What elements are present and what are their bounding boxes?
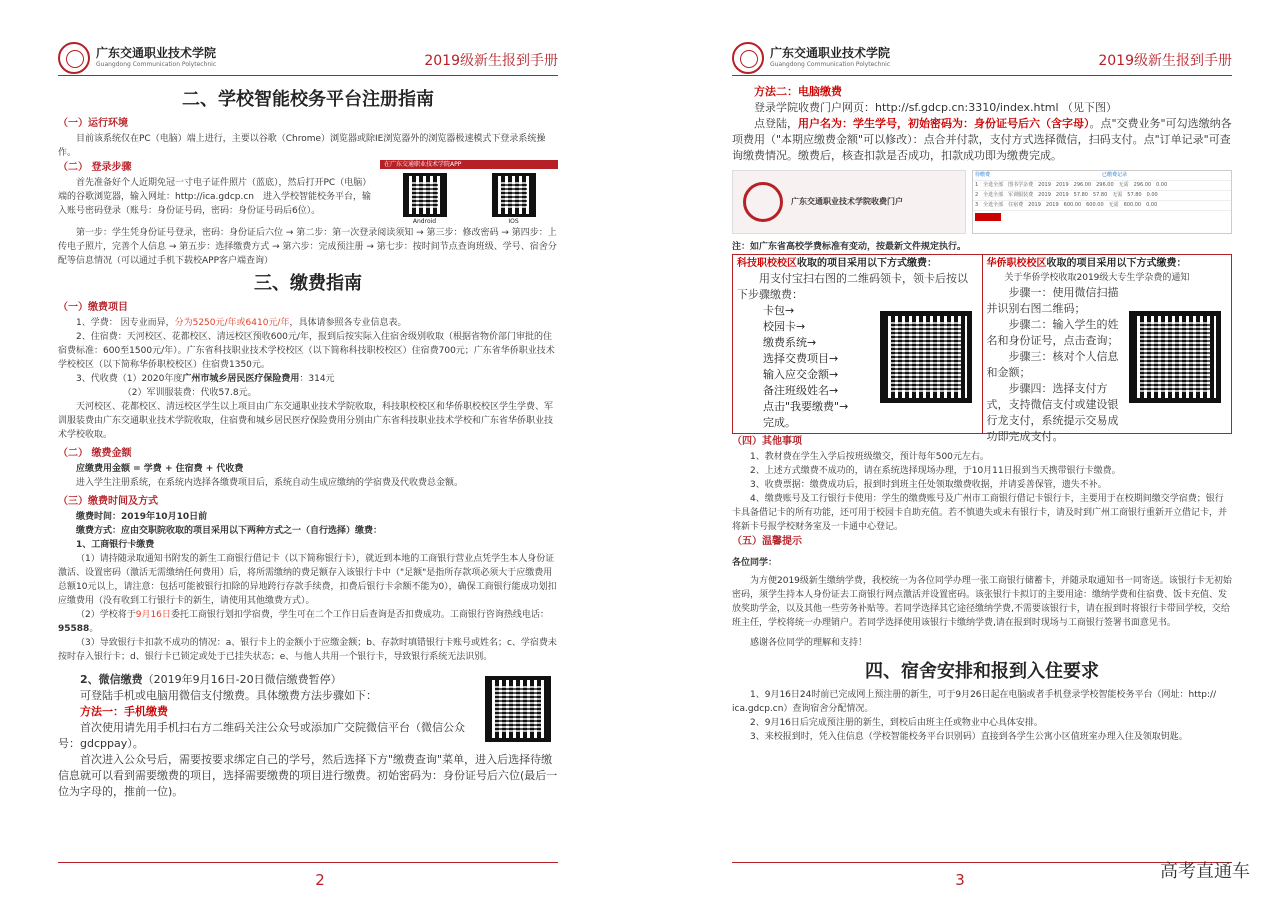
method-heading: 方法一：手机缴费 xyxy=(80,705,168,718)
paragraph: 可登陆手机或电脑用微信支付缴费。具体缴费方法步骤如下： xyxy=(80,689,377,702)
paragraph: 步骤二：输入学生的姓名和身份证号，点击查询； xyxy=(986,318,1119,347)
portal-row: 2 全选全部 军训服装费 2019 2019 57.80 57.80 无需 57.80 0.00 xyxy=(975,192,1158,198)
paragraph: 首次使用请先用手机扫右方二维码关注公众号或添加广交院微信平台（微信公众号：gdcppay）。 xyxy=(58,721,465,750)
greeting: 各位同学： xyxy=(732,558,778,568)
paragraph: 步骤四：选择支付方式，支持微信支付或建设银行龙支付，系统提示交易成功即完成支付。 xyxy=(986,382,1119,443)
portal-row: 1 全选全部 图书学杂费 2019 2019 296.00 296.00 无需 296.00 0.00 xyxy=(975,182,1168,188)
paragraph: 3、代收费（1）2020年度广州市城乡居民医疗保险费用：314元 xyxy=(76,374,335,384)
subsection-heading: （二） 登录步骤 xyxy=(58,162,132,173)
paragraph: 3、收费票据：缴费成功后，报到时到班主任处领取缴费收据，并请妥善保管，遗失不补。 xyxy=(750,480,1107,490)
page-header xyxy=(58,40,558,76)
school-name-en: Guangdong Communication Polytechnic xyxy=(96,61,217,68)
paragraph: 关于华侨学校收取2019级大专生学杂费的通知 xyxy=(1004,273,1190,283)
kejiao-campus-column: 科技职校校区收取的项目采用以下方式缴费： 用支付宝扫右图的二维码领卡，领卡后按以下步骤缴费： 卡包→ 校园卡→ 缴费系统→ 选择交费项目→ 输入应交金额→ 备注班级姓名→ 点击"我要缴费"→ 完成。 xyxy=(733,255,982,433)
portal-row: 3 全选全部 住宿费 2019 2019 600.00 600.00 无需 600.00 0.00 xyxy=(975,202,1158,208)
page-number: 3 xyxy=(955,870,965,889)
paragraph: 2、上述方式缴费不成功的，请在系统选择现场办理，于10月11日报到当天携带银行卡缴费。 xyxy=(750,466,1121,476)
qr-caption: Android xyxy=(412,218,437,225)
subsection-heading: （五）温馨提示 xyxy=(732,536,802,547)
section-title: 三、缴费指南 xyxy=(254,273,362,294)
paragraph: 缴费时间：2019年10月10日前 xyxy=(76,512,208,522)
paragraph: 2、微信缴费（2019年9月16日-20日微信缴费暂停） xyxy=(80,673,342,686)
school-name: 广东交通职业技术学院 xyxy=(770,46,891,60)
payment-portal-screenshot xyxy=(732,170,1232,234)
subsection-heading: （一）运行环境 xyxy=(58,118,128,129)
paragraph: 第一步：学生凭身份证号登录，密码：身份证后六位 → 第二步：第一次登录阅读须知 → 第三步：修改密码 → 第四步：上传电子照片，完善个人信息 → 第五步：选择缴费方式 → 第六步：完成预注册 → 第七步：按时间节点查询班级、学号、宿舍分配等信息情况（可以通过手机下载校APP客户端查询） xyxy=(58,228,557,266)
subsection-heading: （三）缴费时间及方式 xyxy=(58,496,158,507)
wechat-qr-code xyxy=(1129,311,1221,403)
paragraph: 缴费方式：应由交职院收取的项目采用以下两种方式之一（自行选择）缴费： xyxy=(76,526,383,536)
app-qr-panel xyxy=(380,160,558,226)
paragraph: 用支付宝扫右图的二维码领卡，领卡后按以下步骤缴费： xyxy=(737,272,968,301)
paragraph: 3、来校报到时，凭入住信息（学校智能校务平台识别码）直接到各学生公寓小区值班室办理入住及领取钥匙。 xyxy=(750,732,1188,742)
merge-pay-button xyxy=(975,213,1001,221)
page-3 xyxy=(640,0,1280,911)
note: 注：如广东省高校学费标准有变动，按最新文件规定执行。 xyxy=(732,242,967,252)
school-name: 广东交通职业技术学院 xyxy=(96,46,217,60)
portal-title: 广东交通职业技术学院收费门户 xyxy=(791,197,903,206)
ios-qr-code xyxy=(492,173,536,217)
footer-line xyxy=(58,862,558,863)
school-seal-icon xyxy=(743,182,783,222)
steps-list: 卡包→ 校园卡→ 缴费系统→ 选择交费项目→ 输入应交金额→ 备注班级姓名→ 点击"我要缴费"→ 完成。 xyxy=(763,304,849,429)
paragraph: 点登陆，用户名为：学生学号，初始密码为：身份证号后六（含字母）。点"交费业务"可勾选缴纳各项费用（"本期应缴费金额"可以修改）：点合并付款，支付方式选择微信，扫码支付。点"订单记录"可查询缴费情况。缴费后，核查扣款是否成功，扣款成功即为缴费完成。 xyxy=(732,117,1232,162)
manual-title: 2019级新生报到手册 xyxy=(424,53,558,69)
school-seal-icon xyxy=(58,42,90,74)
paragraph: 步骤一：使用微信扫描并识别右图二维码； xyxy=(986,286,1119,315)
subsection-heading: （一）缴费项目 xyxy=(58,302,128,313)
paragraph: 步骤三：核对个人信息和金额； xyxy=(986,350,1119,379)
page-number: 2 xyxy=(315,870,325,889)
paragraph: （1）请持随录取通知书附发的新生工商银行借记卡（以下简称银行卡），就近到本地的工商银行营业点凭学生本人身份证激活、设置密码（激活无需缴纳任何费用）后，将所需缴纳的费足额存入该银行卡中（"足额"是指所存款项必须大于应缴费用总额10元以上，请注意：包括可能被银行扣除的异地跨行存款手续费，扣费后银行卡余额不能为0），确保工商银行能成功划扣应缴费用（没有收到工行银行卡的新生，请使用其他缴费方式）。 xyxy=(58,554,557,606)
paragraph: 首次进入公众号后，需要按要求绑定自己的学号，然后选择下方"缴费查询"菜单，进入后选择待缴信息就可以看到需要缴费的项目，选择需要缴费的项目进行缴费。初始密码为：身份证号后六位(最后一位为字母的，推前一位)。 xyxy=(58,753,558,798)
paragraph: 2、住宿费：天河校区、花都校区、清远校区预收600元/年，报到后按实际入住宿舍级别收取（根据省物价部门审批的住宿费标准：600至1500元/年）。广东省科技职业技术学校校区（以下简称科技职校校区）住宿费700元；广东省华侨职业技术学校校区（以下简称华侨职校校区）住宿费1350元。 xyxy=(58,332,555,370)
section-title: 二、学校智能校务平台注册指南 xyxy=(182,89,434,110)
paragraph: 1、学费： 因专业而异，分为5250元/年或6410元/年，具体请参照各专业信息表。 xyxy=(76,318,407,328)
manual-title: 2019级新生报到手册 xyxy=(1098,53,1232,69)
paragraph: 为方便2019级新生缴纳学费，我校统一为各位同学办理一张工商银行储蓄卡，并随录取通知书一同寄送。该银行卡无初始密码，须学生持本人身份证去工商银行网点激活并设置密码。该张银行卡拟订的主要用途：缴纳学费和住宿费、饭卡充值、发放奖助学金，以及其他一些劳务补贴等。若同学选择其它途径缴纳学费,不需要该银行卡，请在报到时将银行卡带回学校，交给班主任，学校将统一办理销户。若同学选择使用该银行卡缴纳学费,请在报到时现场与工商银行签署书面意见书。 xyxy=(732,576,1232,628)
paragraph: 感谢各位同学的理解和支持！ xyxy=(750,638,868,648)
paragraph: 目前该系统仅在PC（电脑）端上进行，主要以谷歌（Chrome）浏览器或除IE浏览器外的浏览器极速模式下登录系统操作。 xyxy=(58,134,546,158)
paragraph: （2）学校将于9月16日委托工商银行划扣学宿费，学生可在二个工作日后查询是否扣费成功。工商银行咨询热线电话：95588。 xyxy=(58,610,549,634)
paragraph: 首先准备好个人近期免冠一寸电子证件照片（蓝底），然后打开PC（电脑）端的谷歌浏览器，输入网址：http://ica.gdcp.cn 进入学校智能校务平台，输入账号密码登录（账号：身份证号码，密码：身份证号码后6位）。 xyxy=(58,178,372,216)
section-title: 四、宿舍安排和报到入住要求 xyxy=(865,661,1099,682)
paragraph: 1、工商银行卡缴费 xyxy=(76,540,155,550)
page-body xyxy=(732,84,1232,744)
app-qr-banner: 在广东交通职业技术学院APP xyxy=(380,160,558,169)
alipay-qr-code xyxy=(880,311,972,403)
footer-line xyxy=(732,862,1232,863)
portal-tab: 已缴费记录 xyxy=(1102,172,1128,178)
paragraph: 天河校区、花都校区、清远校区学生以上项目由广东交通职业技术学院收取，科技职校校区和华侨职校校区学生学费、军训服装费由广东交通职业技术学院收取，住宿费和城乡居民医疗保险费用分别由广东省科技职业技术学校和广东省华侨职业技术学校收取。 xyxy=(58,402,554,440)
huaqiao-campus-column: 华侨职校校区收取的项目采用以下方式缴费： 关于华侨学校收取2019级大专生学杂费的通知 步骤一：使用微信扫描并识别右图二维码； 步骤二：输入学生的姓名和身份证号，点击查询； 步骤三：核对个人信息和金额； 步骤四：选择支付方式，支持微信支付或建设银行龙支付，系统提示交易成功即完成支付。 xyxy=(982,255,1232,433)
page-body xyxy=(58,84,558,800)
android-qr-code xyxy=(403,173,447,217)
subsection-heading: （四）其他事项 xyxy=(732,436,802,447)
qr-caption: IOS xyxy=(508,218,519,225)
paragraph: （2）军训服装费：代收57.8元。 xyxy=(122,388,257,398)
watermark: 高考直通车 xyxy=(1160,861,1250,882)
formula: 应缴费用金额 = 学费 + 住宿费 + 代收费 xyxy=(76,464,244,474)
paragraph: 4、缴费账号及工行银行卡使用：学生的缴费账号及广州市工商银行借记卡银行卡，主要用于在校期间缴交学宿费；银行卡具备借记卡的所有功能，还可用于校园卡自助充值。若不慎遗失或未有银行卡，请及时到广州工商银行重新开立借记卡，并将新卡号报学校财务室及一卡通中心登记。 xyxy=(732,494,1228,532)
school-name-en: Guangdong Communication Polytechnic xyxy=(770,61,891,68)
paragraph: 1、教材费在学生入学后按班级缴交，预计每年500元左右。 xyxy=(750,452,989,462)
paragraph: 登录学院收费门户网页：http://sf.gdcp.cn:3310/index.html （见下图） xyxy=(754,101,1118,114)
paragraph: （3）导致银行卡扣款不成功的情况：a、银行卡上的金额小于应缴金额；b、存款时填错银行卡账号或姓名；c、学宿费未按时存入银行卡；d、银行卡已锁定或处于已挂失状态；e、与他人共用一个银行卡，导致银行系统无法识别。 xyxy=(58,638,557,662)
wechat-qr-code xyxy=(485,676,551,742)
paragraph: 进入学生注册系统，在系统内选择各缴费项目后，系统自动生成应缴纳的学宿费及代收费总金额。 xyxy=(76,478,464,488)
paragraph: 1、9月16日24时前已完成网上预注册的新生，可于9月26日起在电脑或者手机登录学校智能校务平台（网址：http:// ica.gdcp.cn）查询宿舍分配情况。 xyxy=(732,690,1217,714)
page-header xyxy=(732,40,1232,76)
method-heading: 方法二：电脑缴费 xyxy=(754,85,842,98)
portal-tab: 待缴费 xyxy=(975,172,991,178)
school-seal-icon xyxy=(732,42,764,74)
subsection-heading: （二） 缴费金额 xyxy=(58,448,132,459)
paragraph: 2、9月16日后完成预注册的新生，到校后由班主任或物业中心具体安排。 xyxy=(750,718,1043,728)
